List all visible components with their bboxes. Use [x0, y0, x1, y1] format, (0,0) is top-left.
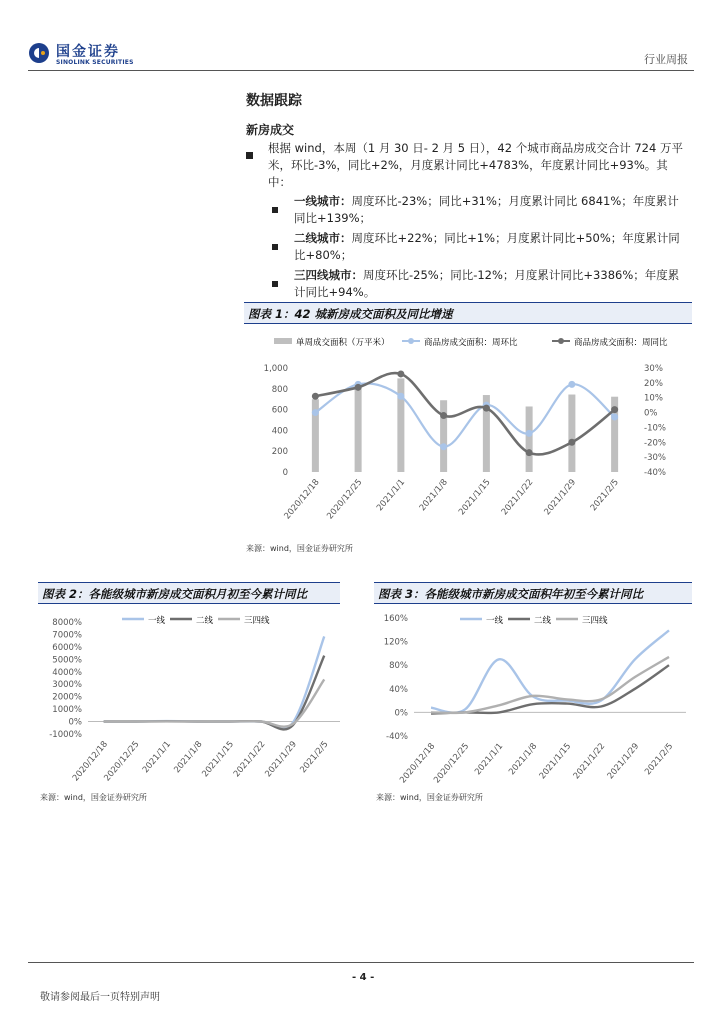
y-tick-label: 120%: [383, 637, 408, 648]
series-tier1-line: [431, 630, 669, 712]
bar-weekly-area: [568, 395, 575, 472]
y-right-tick-label: 10%: [644, 393, 663, 404]
y-tick-label: -40%: [386, 732, 408, 742]
y-tick-label: 2000%: [52, 692, 82, 703]
sub-bullet-marker: [272, 272, 278, 291]
x-tick-label: 2020/12/25: [102, 739, 142, 784]
y-left-tick-label: 800: [271, 384, 288, 395]
subsection-title: 新房成交: [246, 123, 295, 137]
series-tier2-line: [104, 656, 325, 730]
y-right-tick-label: 30%: [644, 364, 663, 374]
figure3-title: 图表 3：各能级城市新房成交面积年初至今累计同比: [378, 587, 644, 601]
figure3-chart: [374, 606, 692, 786]
point-yoy: [440, 412, 447, 419]
tier1-text: 周度环比-23%；同比+31%；月度累计同比 6841%；年度累计同比+139%；: [294, 194, 679, 225]
x-tick-label: 2021/1/29: [542, 477, 579, 518]
figure1-source: 来源：wind，国金证券研究所: [246, 544, 353, 553]
x-tick-label: 2020/12/18: [282, 477, 322, 522]
y-tick-label: 160%: [383, 614, 408, 624]
tier3-text: 周度环比-25%；同比-12%；月度累计同比+3386%；年度累计同比+94%。: [294, 268, 680, 299]
y-left-tick-label: 600: [271, 405, 288, 416]
x-tick-label: 2021/1/1: [140, 739, 174, 776]
point-wow: [312, 409, 319, 416]
legend-swatch-marker: [408, 338, 414, 344]
y-tick-label: 4000%: [52, 667, 82, 678]
section-title: 数据跟踪: [246, 93, 302, 109]
point-yoy: [526, 449, 533, 456]
x-tick-label: 2020/12/25: [325, 477, 365, 522]
point-yoy: [355, 384, 362, 391]
x-tick-label: 2021/1/8: [172, 739, 205, 776]
disclaimer-text: 敬请参阅最后一页特别声明: [40, 992, 160, 1003]
tier1-label: 一线城市：: [294, 194, 352, 208]
x-tick-label: 2021/1/22: [571, 741, 608, 782]
x-tick-label: 2020/12/18: [398, 741, 438, 786]
y-right-tick-label: 0%: [644, 408, 658, 419]
x-tick-label: 2021/1/8: [507, 741, 540, 778]
point-wow: [526, 430, 533, 437]
header-divider: [28, 70, 694, 71]
report-type: 行业周报: [644, 53, 688, 66]
x-tick-label: 2021/1/1: [374, 477, 408, 514]
figure3-title-bar: [374, 582, 692, 604]
y-right-tick-label: 20%: [644, 378, 663, 389]
y-tick-label: 40%: [389, 684, 408, 695]
y-tick-label: 3000%: [52, 680, 82, 691]
y-tick-label: 6000%: [52, 642, 82, 653]
y-tick-label: -1000%: [49, 730, 82, 740]
series-tier1-line: [104, 636, 325, 728]
figure2-title: 图表 2：各能级城市新房成交面积月初至今累计同比: [42, 587, 308, 601]
x-tick-label: 2021/2/5: [643, 741, 676, 778]
tier2-text: 周度环比+22%；同比+1%；月度累计同比+50%；年度累计同比+80%；: [294, 231, 680, 262]
point-yoy: [483, 405, 490, 412]
figure2-title-bar: [38, 582, 340, 604]
y-tick-label: 0%: [68, 717, 82, 728]
x-tick-label: 2021/1/29: [605, 741, 642, 782]
x-tick-label: 2021/1/15: [200, 739, 237, 780]
series-tier3-line: [104, 679, 325, 726]
series-tier3-line: [431, 657, 669, 713]
y-right-tick-label: -20%: [644, 438, 666, 449]
tier3-label: 三四线城市：: [294, 268, 363, 282]
legend-swatch-marker: [558, 338, 564, 344]
footer-divider: [28, 962, 694, 963]
logo-text-en: SINOLINK SECURITIES: [56, 59, 134, 66]
legend-label: 商品房成交面积：周环比: [424, 338, 518, 348]
tier2-label: 二线城市：: [294, 231, 352, 245]
y-left-tick-label: 0: [282, 468, 288, 478]
logo-mark-icon: [28, 42, 50, 64]
legend-swatch-bar: [274, 338, 292, 344]
x-tick-label: 2021/1/22: [499, 477, 536, 518]
tier3-item: [294, 267, 690, 301]
point-yoy: [611, 406, 618, 413]
figure3-source: 来源：wind，国金证券研究所: [376, 793, 483, 802]
y-tick-label: 80%: [389, 661, 408, 672]
sub-bullet-marker: [272, 198, 278, 217]
y-left-tick-label: 1,000: [263, 364, 288, 374]
y-tick-label: 1000%: [52, 705, 82, 716]
y-right-tick-label: -30%: [644, 453, 666, 464]
x-tick-label: 2021/1/22: [231, 739, 268, 780]
figure1-title: 图表 1：42 城新房成交面积及同比增速: [248, 307, 453, 321]
x-tick-label: 2021/2/5: [588, 477, 621, 514]
figure2-chart: [38, 606, 342, 786]
bullet-marker: [246, 144, 253, 163]
legend-label: 三四线: [244, 616, 270, 626]
x-tick-label: 2021/1/1: [473, 741, 506, 778]
bar-weekly-area: [440, 400, 447, 472]
figure1-title-bar: [244, 302, 692, 324]
page-number: - 4 -: [352, 972, 375, 983]
y-left-tick-label: 200: [271, 447, 288, 458]
x-tick-label: 2020/12/25: [432, 741, 472, 786]
point-wow: [440, 443, 447, 450]
legend-label: 商品房成交面积：周同比: [574, 338, 668, 348]
legend-label: 二线: [196, 616, 214, 626]
tier1-item: [294, 193, 690, 227]
figure2-source: 来源：wind，国金证券研究所: [40, 793, 147, 802]
y-tick-label: 5000%: [52, 655, 82, 666]
legend-label: 一线: [486, 616, 504, 626]
tier2-item: [294, 230, 690, 264]
legend-label: 三四线: [582, 616, 608, 626]
y-right-tick-label: -40%: [644, 468, 666, 478]
x-tick-label: 2021/1/8: [417, 477, 450, 514]
point-yoy: [568, 439, 575, 446]
y-left-tick-label: 400: [271, 426, 288, 437]
logo-text-cn: 国金证券: [56, 44, 120, 60]
y-tick-label: 0%: [394, 708, 408, 719]
x-tick-label: 2021/1/15: [537, 741, 574, 782]
x-tick-label: 2020/12/18: [70, 739, 111, 784]
legend-label: 单周成交面积（万平米）: [296, 338, 390, 348]
point-yoy: [397, 370, 404, 377]
legend-label: 二线: [534, 616, 552, 626]
figure1-chart: [244, 326, 692, 536]
legend-label: 一线: [148, 616, 166, 626]
y-right-tick-label: -10%: [644, 423, 666, 434]
point-yoy: [312, 393, 319, 400]
bar-weekly-area: [526, 406, 533, 472]
sub-bullet-marker: [272, 235, 278, 254]
bar-weekly-area: [355, 384, 362, 472]
bar-weekly-area: [397, 378, 404, 472]
point-wow: [568, 381, 575, 388]
point-wow: [611, 414, 618, 421]
x-tick-label: 2021/1/15: [456, 477, 493, 518]
y-tick-label: 7000%: [52, 630, 82, 641]
y-tick-label: 8000%: [52, 618, 82, 628]
x-tick-label: 2021/2/5: [298, 739, 331, 776]
x-tick-label: 2021/1/29: [263, 739, 300, 780]
company-logo: [28, 40, 138, 72]
point-wow: [397, 393, 404, 400]
summary-paragraph: 根据 wind，本周（1 月 30 日- 2 月 5 日），42 个城市商品房成交合计 724 万平米，环比-3%，同比+2%，月度累计同比+4783%，年度累计同比+93%。其中：: [268, 141, 683, 189]
